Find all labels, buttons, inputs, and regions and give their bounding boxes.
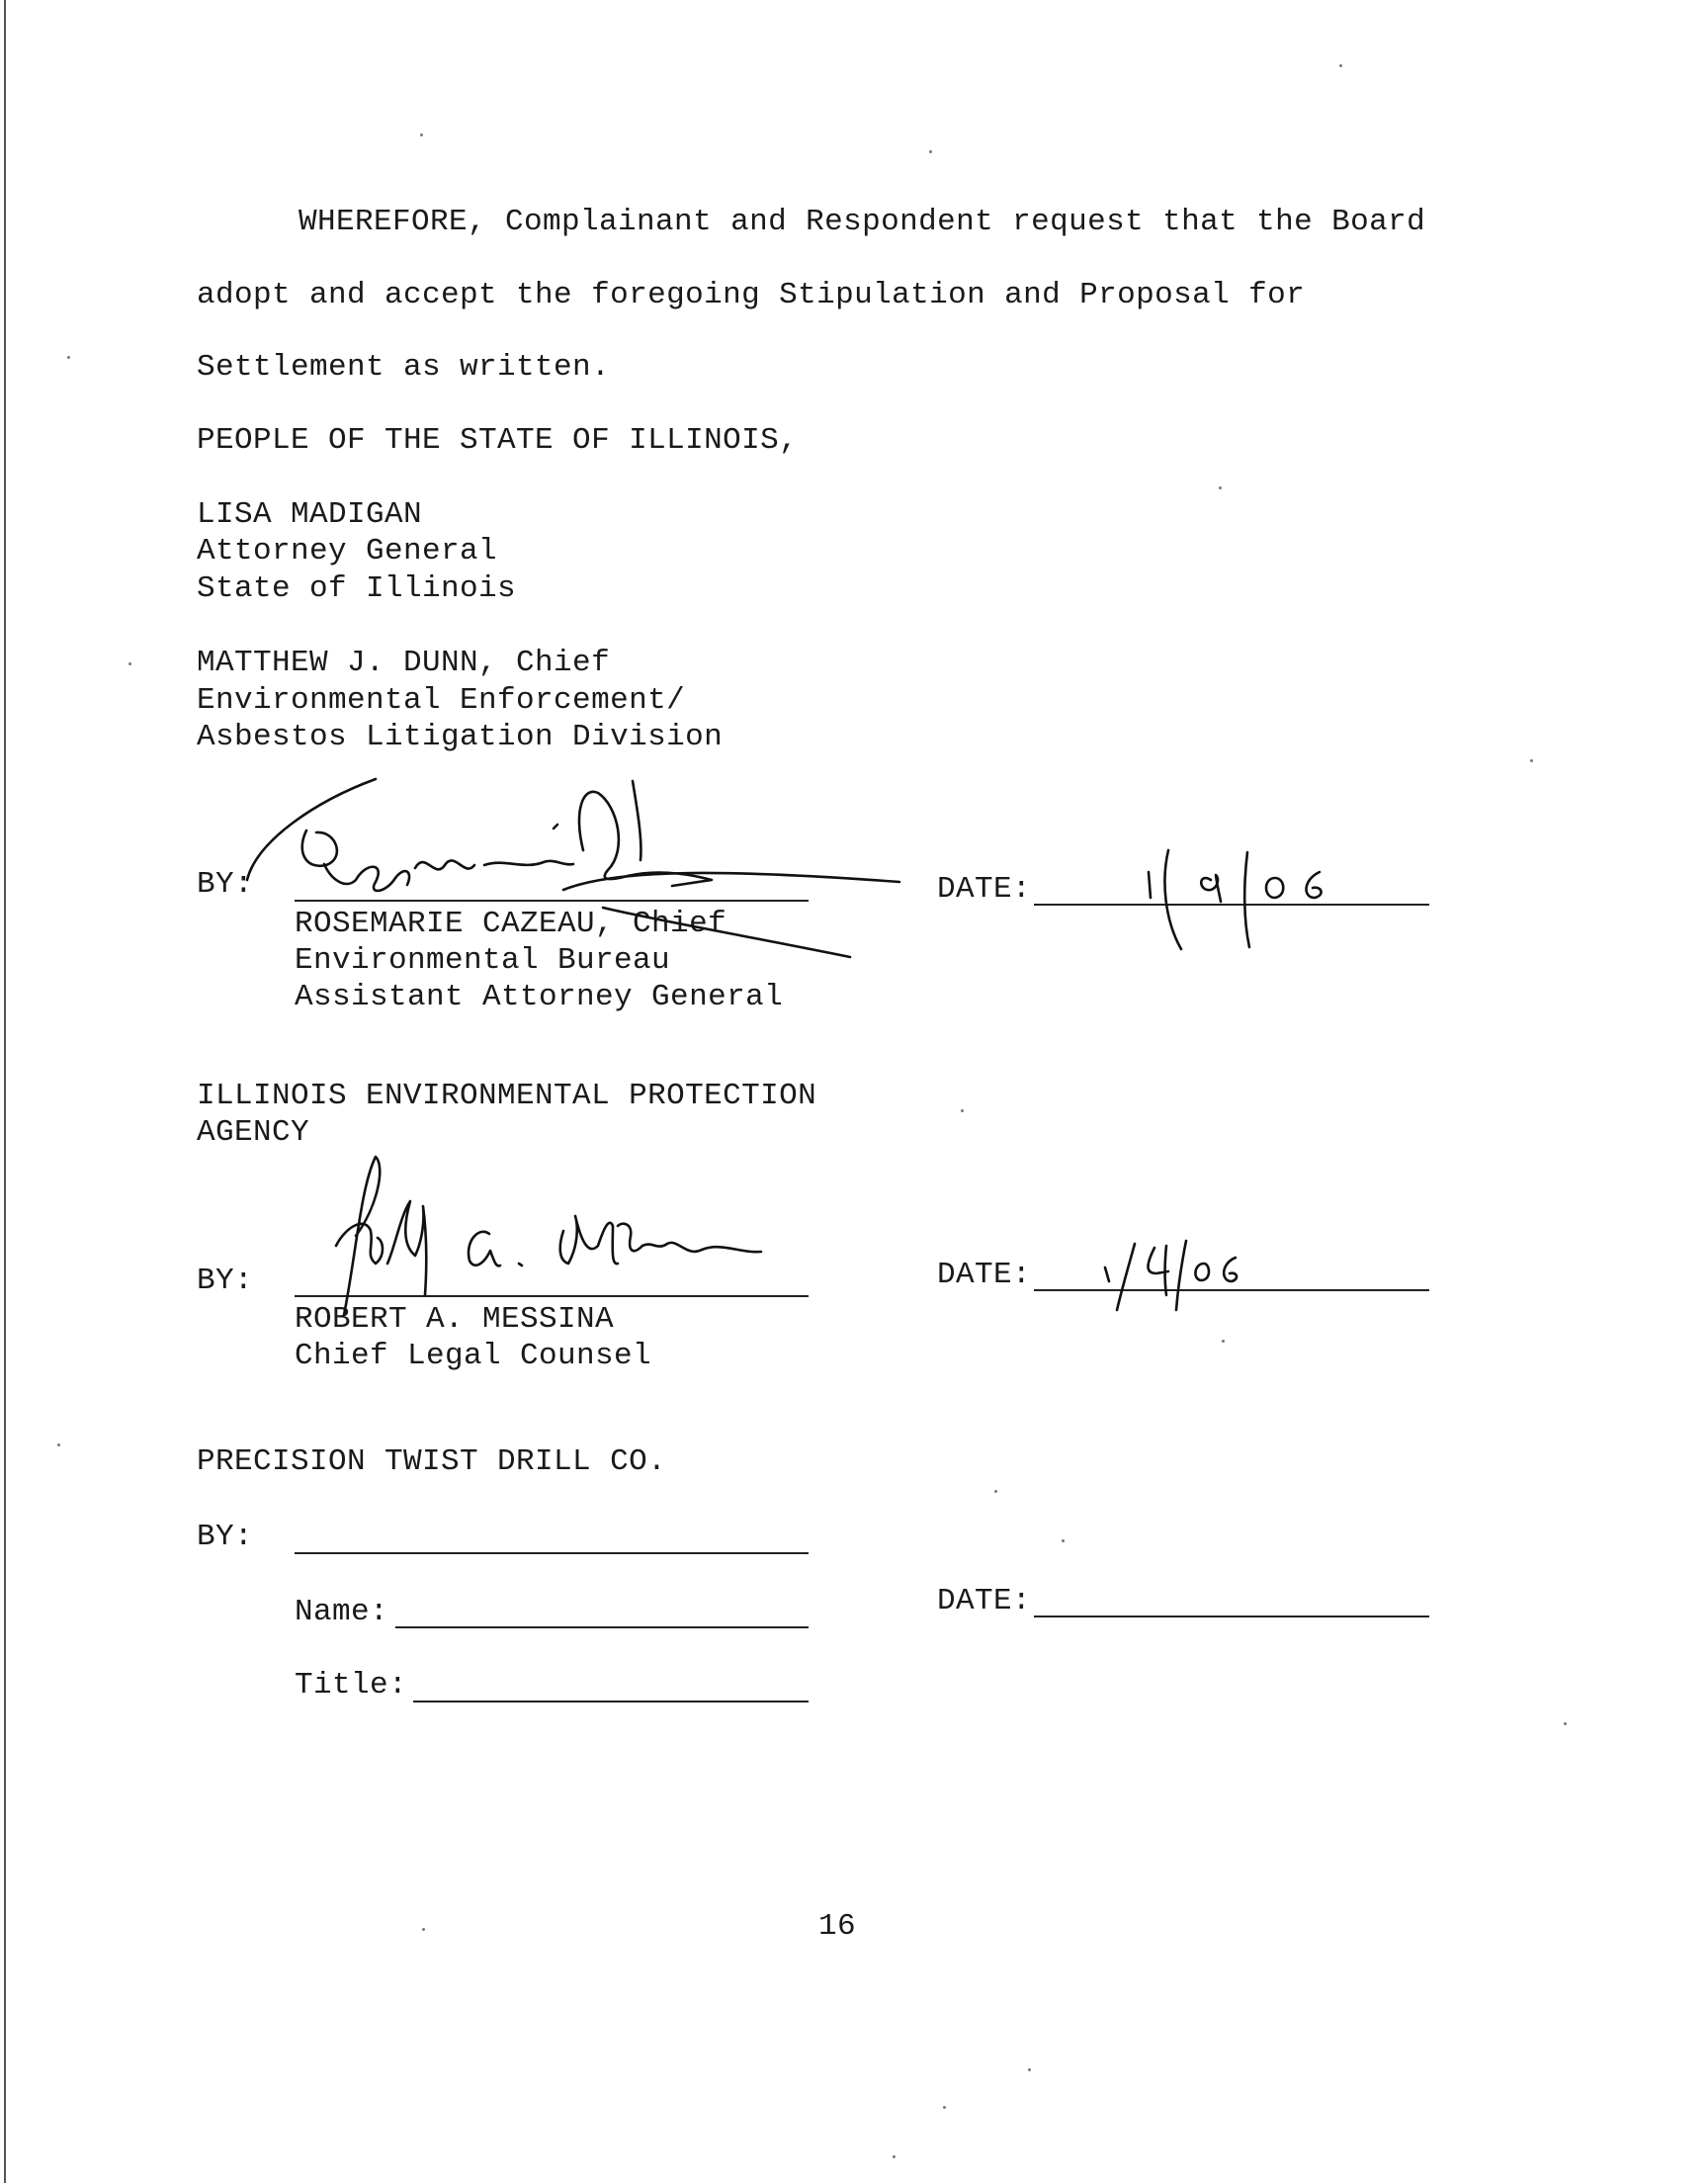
scan-speck <box>1219 486 1222 489</box>
paragraph-line-2: adopt and accept the foregoing Stipulation and Proposal for <box>197 278 1306 312</box>
signature-2 <box>316 1147 781 1345</box>
scan-speck <box>1564 1722 1567 1725</box>
company-date-line <box>1034 1615 1429 1617</box>
scan-speck <box>961 1109 964 1112</box>
people-heading: PEOPLE OF THE STATE OF ILLINOIS, <box>197 423 799 458</box>
company-name-line <box>395 1626 809 1628</box>
signatory2-name: ROBERT A. MESSINA <box>295 1302 615 1337</box>
scan-speck <box>893 2155 896 2158</box>
division-line-2: Environmental Enforcement/ <box>197 683 686 718</box>
date-label-1: DATE: <box>937 872 1032 907</box>
signatory1-line2: Environmental Bureau <box>295 943 671 978</box>
division-chief-name: MATTHEW J. DUNN, Chief <box>197 646 611 680</box>
signatory1-line3: Assistant Attorney General <box>295 980 784 1014</box>
company-signature-line <box>295 1552 809 1554</box>
signatory1-name: ROSEMARIE CAZEAU, Chief <box>295 907 727 941</box>
scan-speck <box>1222 1340 1225 1343</box>
date-handwritten-1 <box>1127 830 1354 959</box>
agency-line-2: AGENCY <box>197 1115 310 1150</box>
scan-speck <box>1530 759 1533 762</box>
attorney-general-name: LISA MADIGAN <box>197 497 423 532</box>
attorney-general-title: Attorney General <box>197 534 498 568</box>
company-date-label: DATE: <box>937 1584 1032 1618</box>
company-title-line <box>413 1701 809 1703</box>
paragraph-line-3: Settlement as written. <box>197 350 611 385</box>
scan-speck <box>929 150 932 153</box>
signatory2-title: Chief Legal Counsel <box>295 1339 652 1373</box>
agency-line-1: ILLINOIS ENVIRONMENTAL PROTECTION <box>197 1079 817 1113</box>
scan-speck <box>420 133 423 136</box>
scan-speck <box>994 1490 997 1493</box>
signature-1 <box>237 771 919 999</box>
company-heading: PRECISION TWIST DRILL CO. <box>197 1444 667 1479</box>
scan-speck <box>1339 64 1342 67</box>
paragraph-line-1: WHEREFORE, Complainant and Respondent request that the Board <box>299 205 1426 239</box>
company-name-label: Name: <box>295 1595 389 1629</box>
scan-speck <box>57 1443 60 1446</box>
date-label-2: DATE: <box>937 1258 1032 1292</box>
attorney-general-jurisdiction: State of Illinois <box>197 571 517 606</box>
scan-speck <box>422 1928 425 1931</box>
company-by-label: BY: <box>197 1520 254 1554</box>
scan-speck <box>67 356 70 359</box>
scan-speck <box>1028 2068 1031 2071</box>
page-number: 16 <box>818 1909 857 1944</box>
scan-speck <box>1062 1539 1065 1542</box>
by-label-2: BY: <box>197 1264 254 1298</box>
scan-speck <box>128 662 131 665</box>
date-handwritten-2 <box>1087 1226 1255 1325</box>
by-label-1: BY: <box>197 867 254 902</box>
division-line-3: Asbestos Litigation Division <box>197 720 724 754</box>
company-title-label: Title: <box>295 1668 408 1703</box>
scan-speck <box>943 2106 946 2109</box>
scan-edge-line <box>4 0 6 2183</box>
